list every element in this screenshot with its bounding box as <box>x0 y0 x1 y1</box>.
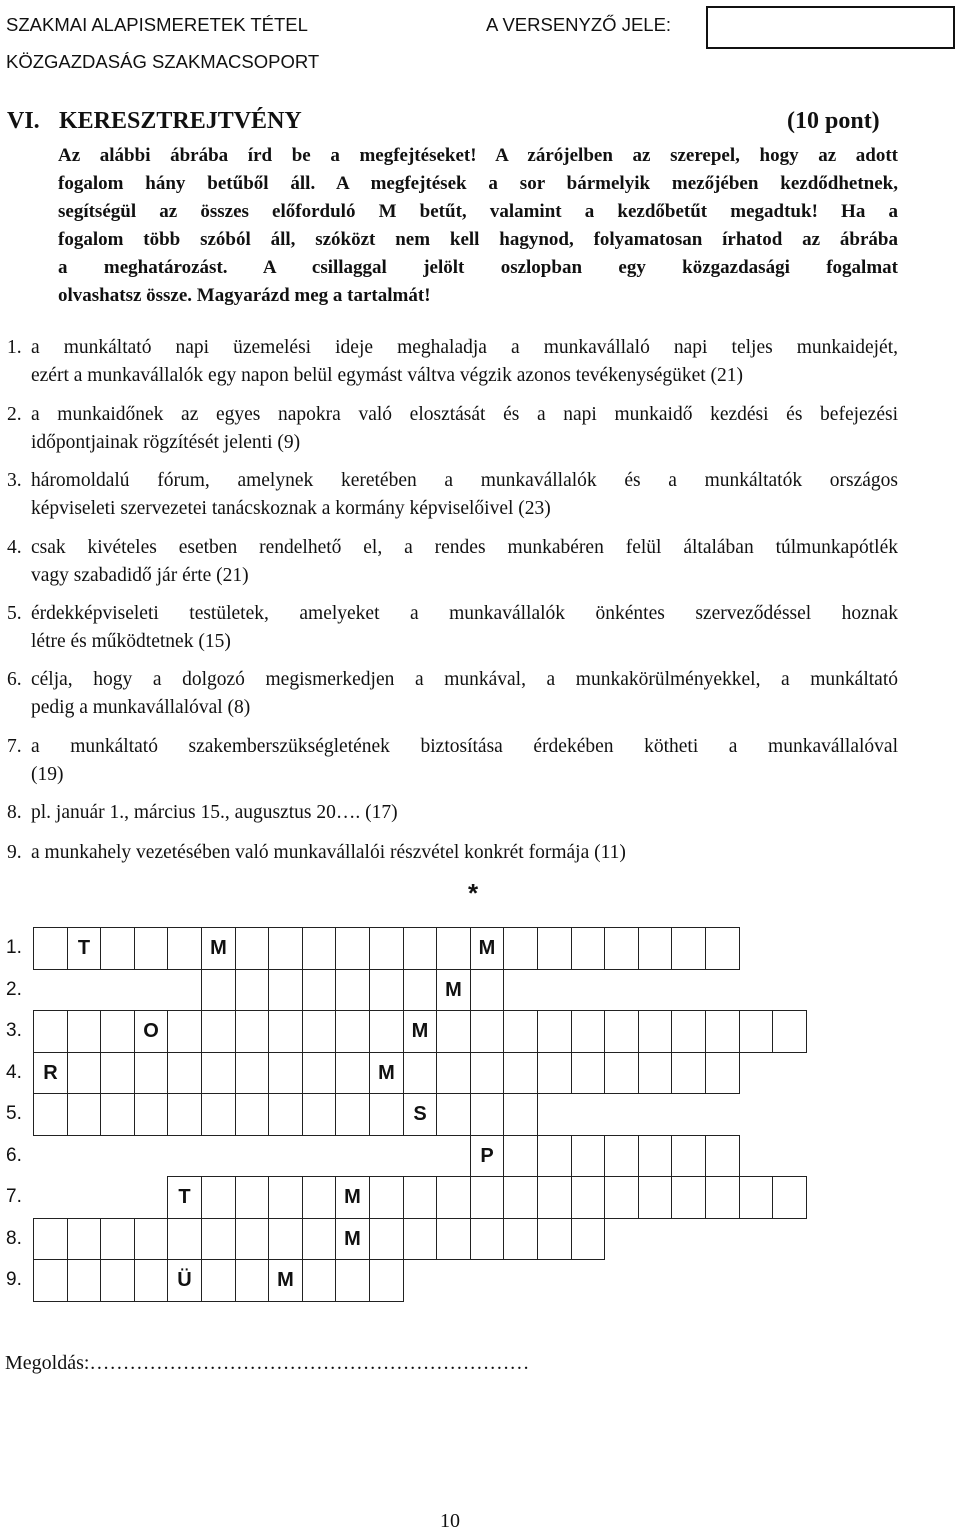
grid-cell[interactable] <box>33 927 68 970</box>
grid-cell[interactable] <box>604 1010 639 1053</box>
grid-cell[interactable] <box>772 1176 807 1219</box>
grid-cell[interactable] <box>470 1176 504 1219</box>
grid-cell[interactable] <box>705 1052 740 1094</box>
grid-cell[interactable] <box>67 1052 101 1094</box>
grid-cell[interactable] <box>33 1259 68 1302</box>
grid-cell[interactable]: Ü <box>167 1259 202 1302</box>
grid-cell[interactable] <box>503 927 538 970</box>
grid-cell[interactable] <box>335 1052 370 1094</box>
grid-cell[interactable] <box>167 1010 202 1053</box>
clue-number: 3. <box>7 470 22 491</box>
grid-cell[interactable] <box>705 1176 740 1219</box>
grid-cell[interactable] <box>335 969 370 1011</box>
grid-cell[interactable] <box>470 1052 504 1094</box>
grid-cell[interactable]: M <box>201 927 236 970</box>
grid-cell[interactable] <box>537 927 572 970</box>
grid-cell[interactable]: R <box>33 1052 68 1094</box>
instruction-line: fogalom több szóból áll, szóközt nem kell hagynod, folyamatosan írhatod az ábrába <box>58 229 898 250</box>
grid-cell[interactable]: M <box>369 1052 404 1094</box>
grid-row-label: 3. <box>6 1020 22 1041</box>
grid-cell[interactable] <box>436 927 471 970</box>
grid-cell[interactable] <box>503 1093 538 1136</box>
competitor-id-box[interactable] <box>706 6 955 49</box>
grid-cell[interactable] <box>604 1135 639 1177</box>
grid-cell[interactable] <box>503 1052 538 1094</box>
grid-cell[interactable]: M <box>335 1176 370 1219</box>
grid-cell[interactable] <box>167 927 202 970</box>
grid-cell[interactable] <box>268 1176 303 1219</box>
grid-cell[interactable] <box>705 927 740 970</box>
clue-text: képviseleti szervezetei tanácskoznak a kormány képviselőivel (23) <box>31 498 551 519</box>
grid-cell[interactable] <box>638 927 672 970</box>
grid-cell[interactable] <box>369 1176 404 1219</box>
grid-cell[interactable] <box>100 1218 135 1260</box>
grid-cell[interactable] <box>100 1010 135 1053</box>
grid-cell[interactable] <box>571 1176 605 1219</box>
grid-cell[interactable]: M <box>403 1010 437 1053</box>
grid-cell[interactable] <box>571 1052 605 1094</box>
grid-cell[interactable] <box>403 1176 437 1219</box>
grid-cell[interactable] <box>235 1259 269 1302</box>
grid-cell[interactable] <box>335 1093 370 1136</box>
header-subject: SZAKMAI ALAPISMERETEK TÉTEL <box>6 14 308 35</box>
grid-cell[interactable] <box>268 927 303 970</box>
grid-cell[interactable] <box>33 1218 68 1260</box>
grid-cell[interactable] <box>470 1093 504 1136</box>
grid-cell[interactable] <box>369 1218 404 1260</box>
grid-row-label: 2. <box>6 978 22 1000</box>
grid-cell[interactable] <box>268 1010 303 1053</box>
clue-text: a munkahely vezetésében való munkavállalói részvétel konkrét formája (11) <box>31 842 626 863</box>
grid-cell[interactable] <box>335 927 370 970</box>
grid-cell[interactable] <box>470 1218 504 1260</box>
grid-cell[interactable] <box>235 1176 269 1219</box>
grid-cell[interactable] <box>403 969 437 1011</box>
grid-cell[interactable] <box>268 1218 303 1260</box>
clue-text: háromoldalú fórum, amelynek keretében a munkavállalók és a munkáltatók országos <box>31 470 898 491</box>
grid-cell[interactable] <box>201 1259 236 1302</box>
grid-cell[interactable] <box>268 1093 303 1136</box>
grid-cell[interactable] <box>100 1052 135 1094</box>
grid-cell[interactable] <box>235 927 269 970</box>
grid-cell[interactable] <box>134 1052 168 1094</box>
grid-cell[interactable] <box>201 1093 236 1136</box>
grid-cell[interactable] <box>33 1010 68 1053</box>
grid-cell[interactable] <box>369 1010 404 1053</box>
grid-cell[interactable] <box>571 927 605 970</box>
clue-number: 4. <box>7 537 22 558</box>
clue-number: 5. <box>7 603 22 624</box>
grid-cell[interactable] <box>571 1010 605 1053</box>
grid-cell[interactable] <box>302 1052 336 1094</box>
instruction-line: a meghatározást. A csillaggal jelölt oszlopban egy közgazdasági fogalmat <box>58 257 898 278</box>
grid-cell[interactable] <box>335 1259 370 1302</box>
clue-text: érdekképviseleti testületek, amelyeket a munkavállalók önkéntes szerveződéssel hoznak <box>31 603 898 624</box>
grid-cell[interactable]: T <box>167 1176 202 1219</box>
solution-column-star: * <box>468 878 479 908</box>
grid-cell[interactable]: S <box>403 1093 437 1136</box>
clue-number: 9. <box>7 842 22 863</box>
grid-cell[interactable] <box>537 1135 572 1177</box>
grid-cell[interactable] <box>503 1218 538 1260</box>
clue-text: a munkáltató napi üzemelési ideje meghaladja a munkavállaló napi teljes munkaidejét, <box>31 337 898 358</box>
grid-cell[interactable] <box>369 1259 404 1302</box>
grid-cell[interactable] <box>671 1135 706 1177</box>
clue-text: a munkaidőnek az egyes napokra való elosztását és a napi munkaidő kezdési és befejezési <box>31 404 898 425</box>
clue-text: időpontjainak rögzítését jelenti (9) <box>31 432 301 453</box>
grid-cell[interactable] <box>436 1093 471 1136</box>
grid-cell[interactable] <box>134 1093 168 1136</box>
grid-cell[interactable] <box>302 1093 336 1136</box>
grid-cell[interactable] <box>537 1010 572 1053</box>
grid-cell[interactable] <box>537 1052 572 1094</box>
instruction-line: olvashatsz össze. Magyarázd meg a tartalmát! <box>58 285 431 306</box>
grid-row-label: 5. <box>6 1103 22 1124</box>
instruction-line: Az alábbi ábrába írd be a megfejtéseket! A zárójelben az szerepel, hogy az adott <box>58 145 898 166</box>
grid-cell[interactable] <box>436 1010 471 1053</box>
grid-cell[interactable]: P <box>470 1135 504 1177</box>
grid-cell[interactable] <box>235 1052 269 1094</box>
grid-cell[interactable] <box>638 1052 672 1094</box>
grid-cell[interactable] <box>671 1010 706 1053</box>
grid-cell[interactable] <box>302 1010 336 1053</box>
clue-text: létre és működtetnek (15) <box>31 631 231 652</box>
grid-row-label: 8. <box>6 1227 22 1249</box>
clue-number: 8. <box>7 802 22 823</box>
grid-cell[interactable] <box>369 1093 404 1136</box>
grid-cell[interactable] <box>100 1093 135 1136</box>
grid-cell[interactable]: T <box>67 927 101 970</box>
grid-cell[interactable] <box>302 1259 336 1302</box>
grid-cell[interactable] <box>268 969 303 1011</box>
grid-cell[interactable] <box>671 927 706 970</box>
clue-number: 7. <box>7 736 22 757</box>
grid-cell[interactable] <box>235 1010 269 1053</box>
grid-cell[interactable] <box>436 1176 471 1219</box>
grid-cell[interactable] <box>571 1135 605 1177</box>
grid-cell[interactable] <box>134 927 168 970</box>
grid-cell[interactable] <box>201 1218 236 1260</box>
grid-cell[interactable] <box>67 1259 101 1302</box>
grid-cell[interactable] <box>638 1135 672 1177</box>
grid-cell[interactable] <box>268 1052 303 1094</box>
grid-row-label: 7. <box>6 1186 22 1207</box>
grid-cell[interactable] <box>772 1010 807 1053</box>
clue-text: (19) <box>31 764 64 785</box>
grid-cell[interactable]: M <box>470 927 504 970</box>
grid-cell[interactable] <box>302 1218 336 1260</box>
grid-cell[interactable] <box>235 969 269 1011</box>
grid-cell[interactable]: M <box>268 1259 303 1302</box>
grid-cell[interactable] <box>67 1010 101 1053</box>
grid-cell[interactable] <box>201 969 236 1011</box>
grid-cell[interactable] <box>604 1176 639 1219</box>
grid-cell[interactable] <box>67 1093 101 1136</box>
grid-cell[interactable]: M <box>436 969 471 1011</box>
grid-cell[interactable] <box>671 1176 706 1219</box>
grid-row-label: 1. <box>6 937 22 958</box>
clue-text: pedig a munkavállalóval (8) <box>31 697 251 718</box>
grid-cell[interactable] <box>235 1218 269 1260</box>
grid-cell[interactable] <box>436 1052 471 1094</box>
grid-cell[interactable] <box>201 1052 236 1094</box>
grid-cell[interactable] <box>739 1010 773 1053</box>
grid-cell[interactable] <box>134 1259 168 1302</box>
grid-cell[interactable] <box>604 1052 639 1094</box>
clue-text: csak kivételes esetben rendelhető el, a rendes munkabéren felül általában túlmunkapótlék <box>31 537 898 558</box>
clue-text: célja, hogy a dolgozó megismerkedjen a munkával, a munkakörülményekkel, a munkáltató <box>31 669 898 690</box>
grid-cell[interactable] <box>638 1176 672 1219</box>
clue-text: ezért a munkavállalók egy napon belül egymást váltva végzik azonos tevékenységüket (21) <box>31 365 744 386</box>
grid-cell[interactable] <box>100 1259 135 1302</box>
grid-cell[interactable] <box>470 1010 504 1053</box>
grid-row-label: 4. <box>6 1061 22 1083</box>
clue-text: vagy szabadidő jár érte (21) <box>31 565 249 586</box>
grid-cell[interactable] <box>302 969 336 1011</box>
grid-cell[interactable] <box>604 927 639 970</box>
grid-row-label: 9. <box>6 1269 22 1290</box>
grid-cell[interactable] <box>503 1176 538 1219</box>
grid-cell[interactable] <box>369 927 404 970</box>
grid-cell[interactable] <box>134 1218 168 1260</box>
clue-text: a munkáltató szakemberszükségletének biztosítása érdekében kötheti a munkavállalóval <box>31 736 898 757</box>
grid-cell[interactable] <box>470 969 504 1011</box>
grid-cell[interactable] <box>503 1010 538 1053</box>
instruction-line: fogalom hány betűből áll. A megfejtések a sor bármelyik mezőjében kezdődhetnek, <box>58 173 898 194</box>
grid-cell[interactable] <box>403 1052 437 1094</box>
grid-cell[interactable] <box>638 1010 672 1053</box>
grid-cell[interactable]: M <box>335 1218 370 1260</box>
section-number: VI. <box>7 108 40 134</box>
clue-number: 6. <box>7 669 22 690</box>
grid-cell[interactable] <box>369 969 404 1011</box>
grid-cell[interactable] <box>705 1010 740 1053</box>
grid-cell[interactable] <box>100 927 135 970</box>
section-points: (10 pont) <box>787 108 880 134</box>
grid-cell[interactable] <box>403 1218 437 1260</box>
solution-line[interactable]: Megoldás:………………………………………………………… <box>5 1352 530 1374</box>
grid-cell[interactable] <box>235 1093 269 1136</box>
grid-cell[interactable] <box>436 1218 471 1260</box>
grid-cell[interactable] <box>33 1093 68 1136</box>
grid-cell[interactable] <box>503 1135 538 1177</box>
grid-cell[interactable] <box>403 927 437 970</box>
grid-cell[interactable] <box>571 1218 605 1260</box>
grid-cell[interactable] <box>201 1176 236 1219</box>
section-title: KERESZTREJTVÉNY <box>59 108 302 134</box>
grid-cell[interactable]: O <box>134 1010 168 1053</box>
grid-cell[interactable] <box>537 1176 572 1219</box>
grid-cell[interactable] <box>335 1010 370 1053</box>
grid-cell[interactable] <box>167 1218 202 1260</box>
instruction-line: segítségül az összes előforduló M betűt, valamint a kezdőbetűt megadtuk! Ha a <box>58 201 898 222</box>
competitor-id-label: A VERSENYZŐ JELE: <box>486 14 672 35</box>
clue-number: 2. <box>7 404 22 425</box>
header-group: KÖZGAZDASÁG SZAKMACSOPORT <box>6 51 320 72</box>
grid-cell[interactable] <box>705 1135 740 1177</box>
grid-cell[interactable] <box>671 1052 706 1094</box>
grid-cell[interactable] <box>201 1010 236 1053</box>
grid-cell[interactable] <box>537 1218 572 1260</box>
grid-cell[interactable] <box>302 927 336 970</box>
grid-cell[interactable] <box>739 1176 773 1219</box>
clue-text: pl. január 1., március 15., augusztus 20…. (17) <box>31 802 398 823</box>
grid-cell[interactable] <box>302 1176 336 1219</box>
grid-row-label: 6. <box>6 1144 22 1166</box>
grid-cell[interactable] <box>67 1218 101 1260</box>
page-number: 10 <box>440 1510 460 1532</box>
clue-number: 1. <box>7 337 22 358</box>
grid-cell[interactable] <box>167 1052 202 1094</box>
grid-cell[interactable] <box>167 1093 202 1136</box>
